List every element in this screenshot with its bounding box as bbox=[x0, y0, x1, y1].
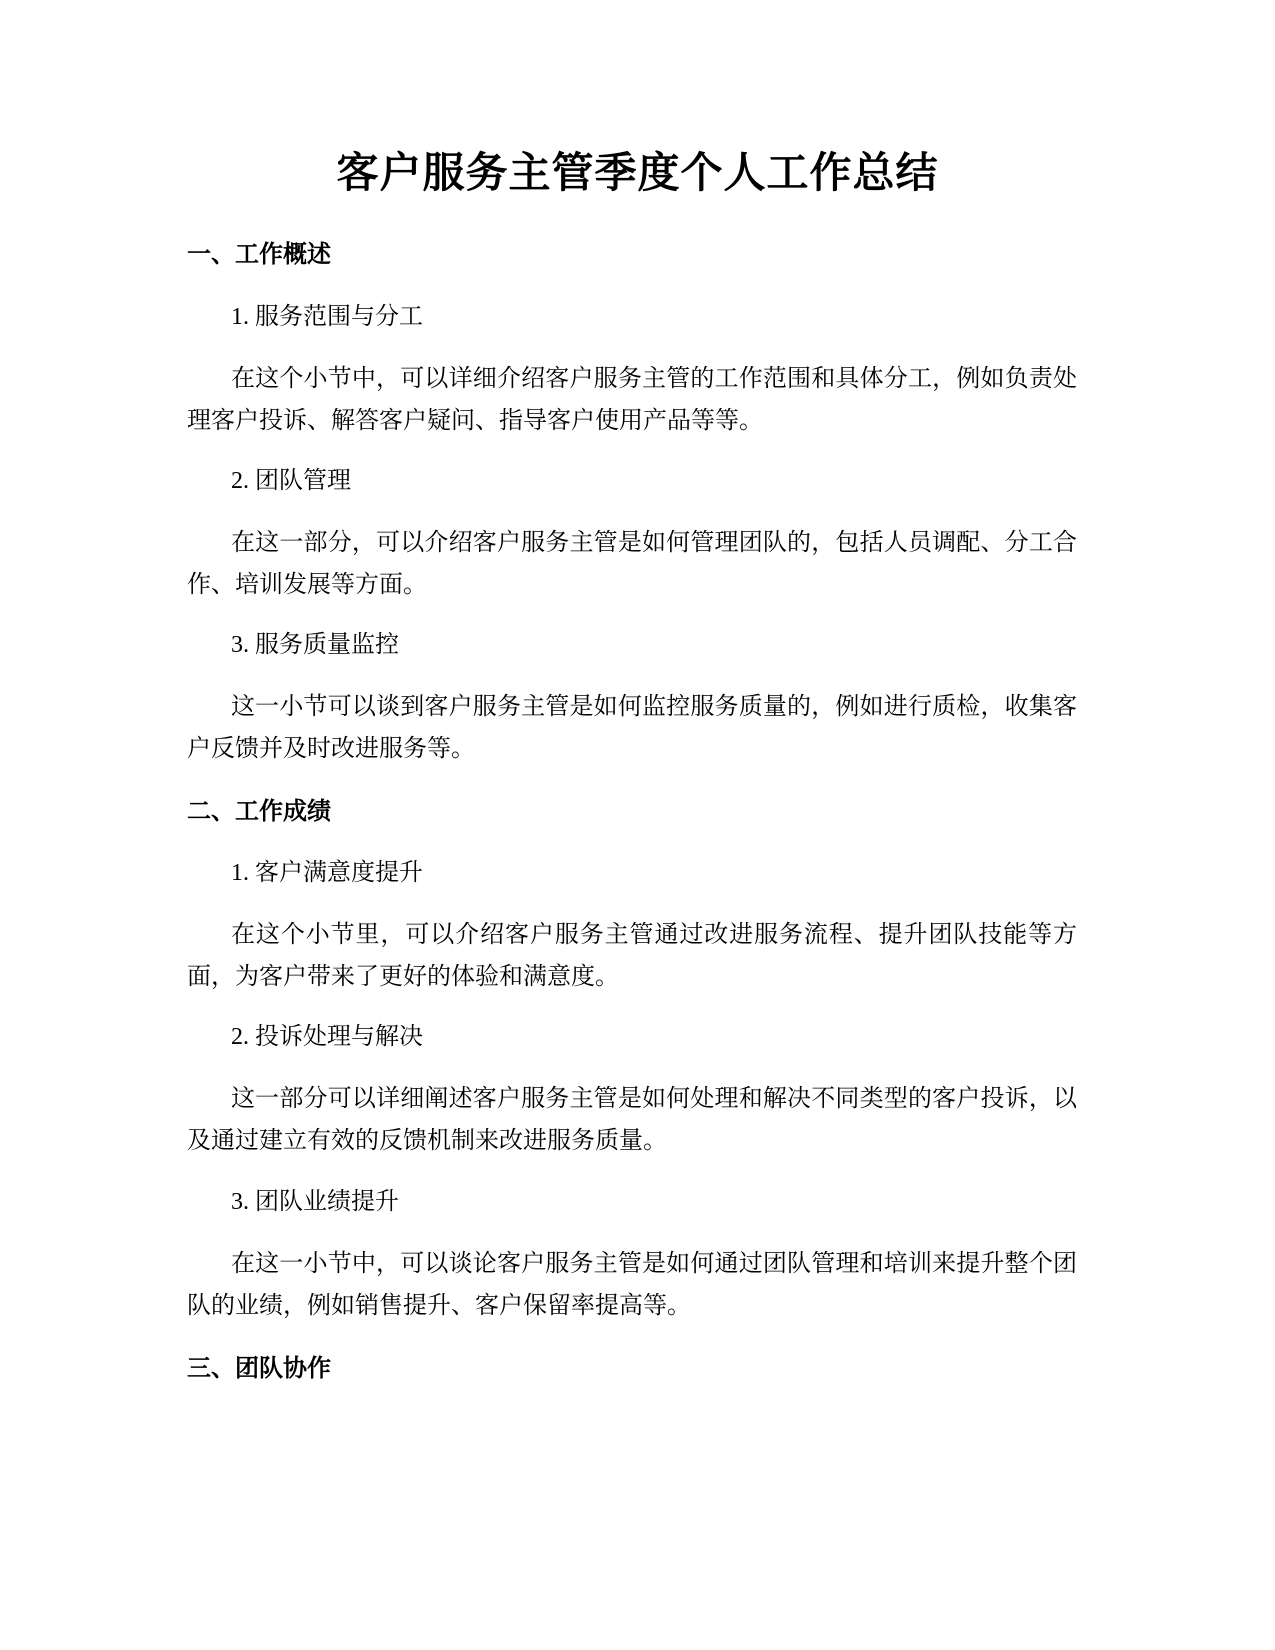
section-heading-achievements: 二、工作成绩 bbox=[187, 797, 331, 825]
paragraph-team-performance: 在这一小节中，可以谈论客户服务主管是如何通过团队管理和培训来提升整个团队的业绩，例如销售提升、客户保留率提高等。 bbox=[187, 1251, 1077, 1319]
subheading-service-scope: 1. 服务范围与分工 bbox=[231, 304, 423, 330]
subheading-quality-monitoring: 3. 服务质量监控 bbox=[231, 632, 399, 658]
paragraph-team-management: 在这一部分，可以介绍客户服务主管是如何管理团队的，包括人员调配、分工合作、培训发展等方面。 bbox=[187, 530, 1077, 598]
paragraph-service-scope: 在这个小节中，可以详细介绍客户服务主管的工作范围和具体分工，例如负责处理客户投诉、解答客户疑问、指导客户使用产品等等。 bbox=[187, 366, 1077, 434]
subheading-satisfaction: 1. 客户满意度提升 bbox=[231, 860, 423, 886]
section-heading-overview: 一、工作概述 bbox=[187, 240, 331, 268]
section-heading-teamwork: 三、团队协作 bbox=[187, 1354, 331, 1382]
paragraph-satisfaction: 在这个小节里，可以介绍客户服务主管通过改进服务流程、提升团队技能等方面，为客户带来了更好的体验和满意度。 bbox=[187, 922, 1077, 990]
subheading-complaints: 2. 投诉处理与解决 bbox=[231, 1024, 423, 1050]
subheading-team-management: 2. 团队管理 bbox=[231, 468, 351, 494]
paragraph-quality-monitoring: 这一小节可以谈到客户服务主管是如何监控服务质量的，例如进行质检，收集客户反馈并及时改进服务等。 bbox=[187, 694, 1077, 762]
subheading-team-performance: 3. 团队业绩提升 bbox=[231, 1189, 399, 1215]
page-title: 客户服务主管季度个人工作总结 bbox=[336, 148, 939, 197]
paragraph-complaints: 这一部分可以详细阐述客户服务主管是如何处理和解决不同类型的客户投诉，以及通过建立有效的反馈机制来改进服务质量。 bbox=[187, 1086, 1077, 1154]
